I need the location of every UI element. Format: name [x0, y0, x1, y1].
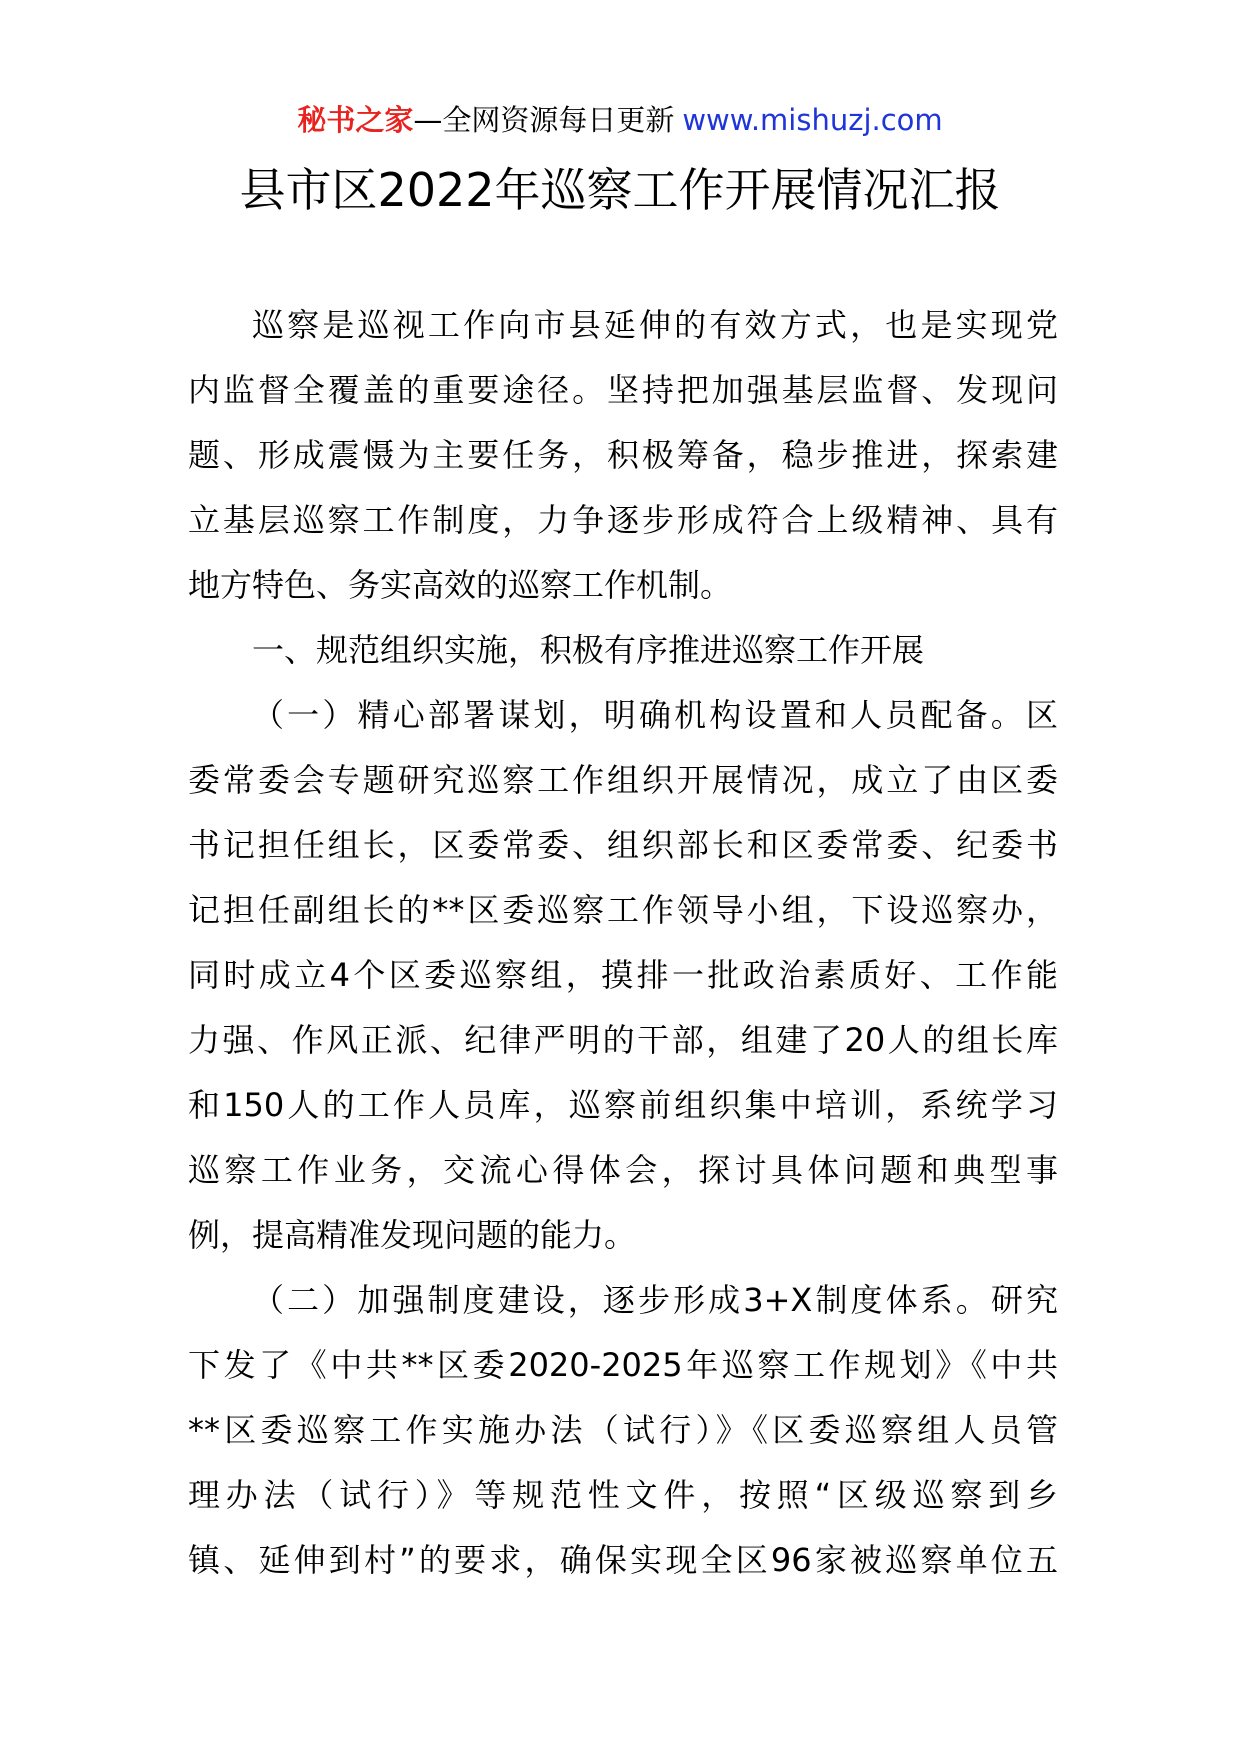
document-body [188, 293, 1058, 1593]
paragraph-one-line: （一）精心部署谋划，明确机构设置和人员配备。区 [252, 696, 1058, 734]
paragraph-intro-line: 地方特色、务实高效的巡察工作机制。 [188, 566, 733, 604]
paragraph-one-line: 同时成立4个区委巡察组，摸排一批政治素质好、工作能 [188, 956, 1058, 994]
paragraph-two-line: 镇、延伸到村”的要求，确保实现全区96家被巡察单位五 [188, 1541, 1058, 1579]
site-banner [0, 100, 1240, 140]
banner-tagline: —全网资源每日更新 [413, 103, 675, 137]
paragraph-intro-line: 巡察是巡视工作向市县延伸的有效方式，也是实现党 [252, 306, 1058, 344]
paragraph-intro-line: 题、形成震慑为主要任务，积极筹备，稳步推进，探索建 [188, 436, 1058, 474]
paragraph-one-line: 力强、作风正派、纪律严明的干部，组建了20人的组长库 [188, 1021, 1058, 1059]
paragraph-intro-line: 内监督全覆盖的重要途径。坚持把加强基层监督、发现问 [188, 371, 1058, 409]
paragraph-one-line: 记担任副组长的**区委巡察工作领导小组，下设巡察办， [188, 891, 1058, 929]
brand-name: 秘书之家 [297, 103, 414, 137]
paragraph-one-line: 例，提高精准发现问题的能力。 [188, 1216, 637, 1254]
paragraph-one-line: 书记担任组长，区委常委、组织部长和区委常委、纪委书 [188, 826, 1058, 864]
paragraph-two-line: 理办法（试行）》等规范性文件，按照“区级巡察到乡 [188, 1476, 1058, 1514]
paragraph-two-line: 下发了《中共**区委2020-2025年巡察工作规划》《中共 [188, 1346, 1058, 1384]
site-url-link[interactable]: www.mishuzj.com [682, 103, 943, 137]
paragraph-intro-line: 立基层巡察工作制度，力争逐步形成符合上级精神、具有 [188, 501, 1058, 539]
paragraph-one-line: 和150人的工作人员库，巡察前组织集中培训，系统学习 [188, 1086, 1058, 1124]
paragraph-two-line: （二）加强制度建设，逐步形成3+X制度体系。研究 [252, 1281, 1058, 1319]
section-heading: 一、规范组织实施，积极有序推进巡察工作开展 [252, 631, 925, 669]
paragraph-two-line: **区委巡察工作实施办法（试行）》《区委巡察组人员管 [188, 1411, 1058, 1449]
document-title: 县市区2022年巡察工作开展情况汇报 [239, 163, 1001, 217]
paragraph-one-line: 巡察工作业务，交流心得体会，探讨具体问题和典型事 [188, 1151, 1058, 1189]
paragraph-one-line: 委常委会专题研究巡察工作组织开展情况，成立了由区委 [188, 761, 1058, 799]
